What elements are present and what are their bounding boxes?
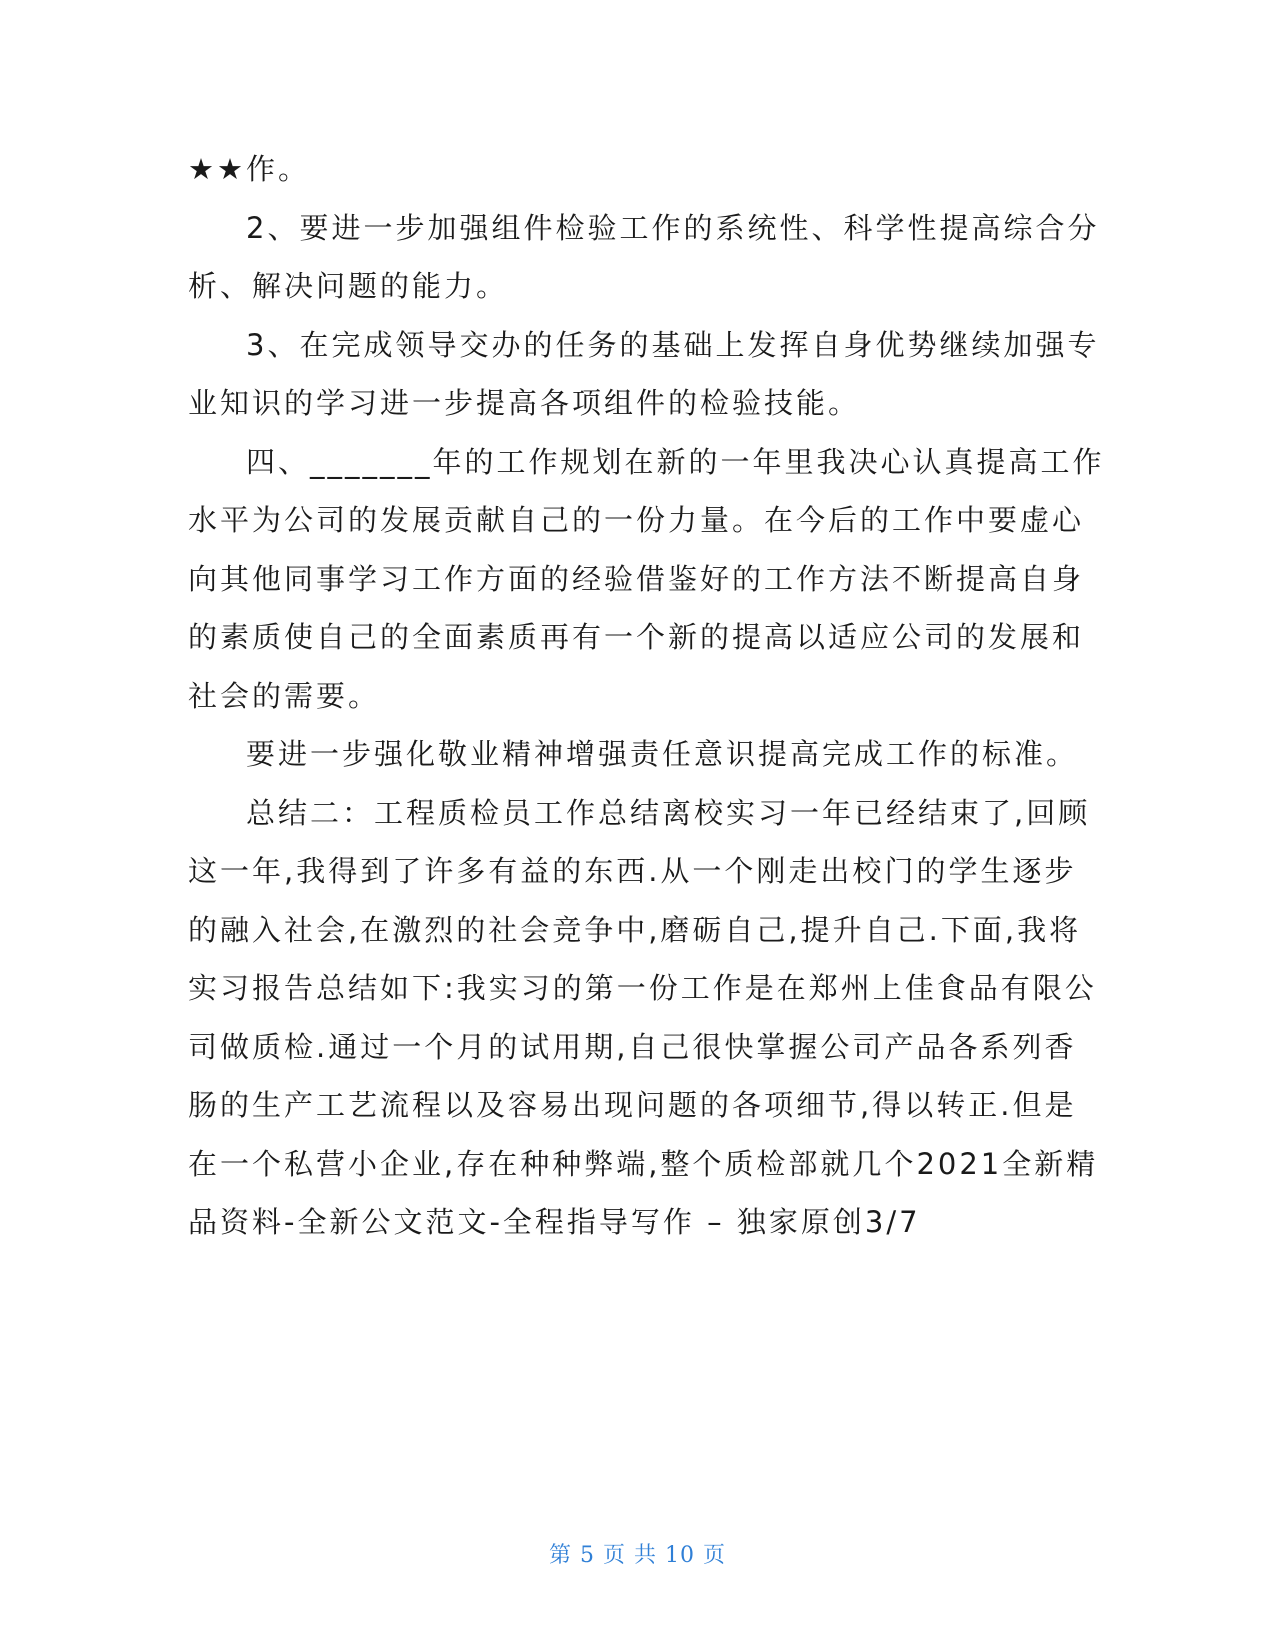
paragraph-start-line: 3、在完成领导交办的任务的基础上发挥自身优势继续加强专 bbox=[246, 327, 1100, 362]
text-line: 析、解决问题的能力。 bbox=[188, 269, 509, 303]
paragraph-start-line: 总结二：工程质检员工作总结离校实习一年已经结束了,回顾 bbox=[246, 795, 1091, 830]
text-line: 的素质使自己的全面素质再有一个新的提高以适应公司的发展和 bbox=[188, 620, 1085, 654]
text-line: ★★作。 bbox=[188, 152, 310, 186]
text-line: 业知识的学习进一步提高各项组件的检验技能。 bbox=[188, 386, 861, 420]
paragraph-start-line: 四、_______年的工作规划在新的一年里我决心认真提高工作 bbox=[246, 444, 1105, 479]
text-line: 在一个私营小企业,存在种种弊端,整个质检部就几个2021全新精 bbox=[188, 1146, 1099, 1181]
document-body bbox=[188, 140, 1105, 1252]
text-line: 这一年,我得到了许多有益的东西.从一个刚走出校门的学生逐步 bbox=[188, 854, 1077, 888]
text-line: 肠的生产工艺流程以及容易出现问题的各项细节,得以转正.但是 bbox=[188, 1088, 1077, 1122]
text-line: 向其他同事学习工作方面的经验借鉴好的工作方法不断提高自身 bbox=[188, 561, 1085, 596]
page-number-footer: 第 5 页 共 10 页 bbox=[549, 1543, 726, 1568]
text-line: 社会的需要。 bbox=[188, 678, 381, 713]
paragraph-start-line: 要进一步强化敬业精神增强责任意识提高完成工作的标准。 bbox=[246, 737, 1079, 771]
text-line: 品资料-全新公文范文-全程指导写作 – 独家原创3/7 bbox=[188, 1205, 921, 1239]
text-line: 的融入社会,在激烈的社会竞争中,磨砺自己,提升自己.下面,我将 bbox=[188, 912, 1082, 947]
paragraph-start-line: 2、要进一步加强组件检验工作的系统性、科学性提高综合分 bbox=[246, 210, 1100, 245]
text-line: 实习报告总结如下:我实习的第一份工作是在郑州上佳食品有限公 bbox=[188, 971, 1097, 1005]
text-line: 司做质检.通过一个月的试用期,自己很快掌握公司产品各系列香 bbox=[188, 1029, 1077, 1064]
text-line: 水平为公司的发展贡献自己的一份力量。在今后的工作中要虚心 bbox=[188, 503, 1085, 537]
